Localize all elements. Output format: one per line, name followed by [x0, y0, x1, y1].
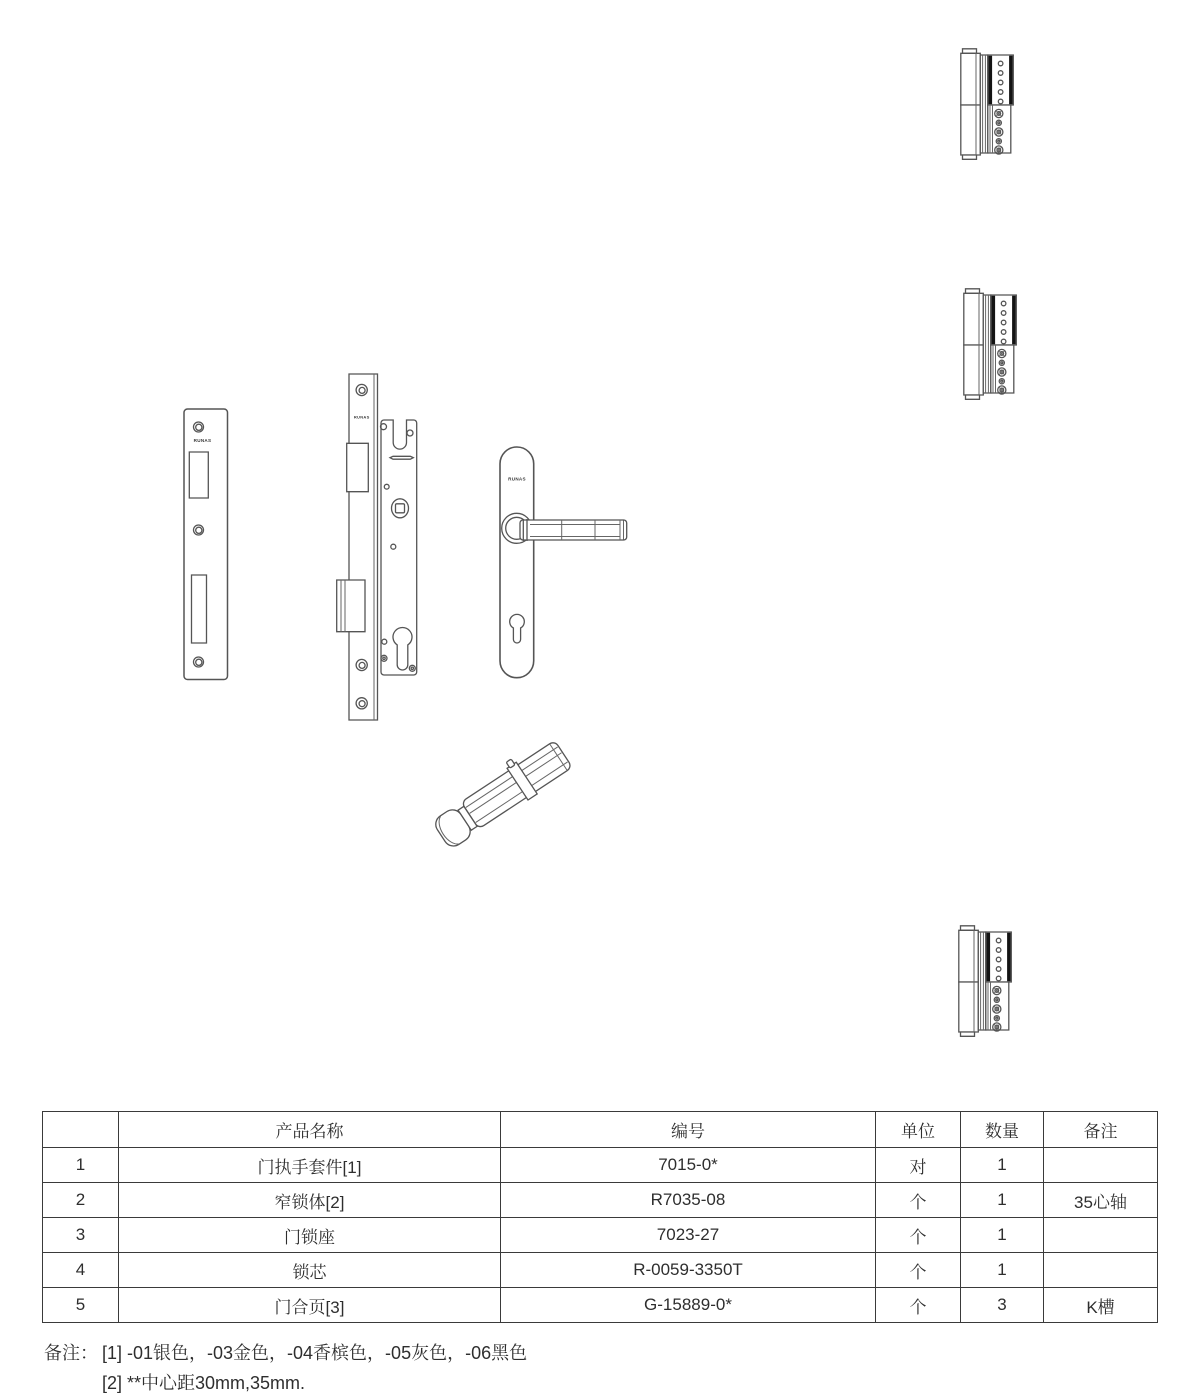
footnote-label: 备注：: [44, 1343, 98, 1363]
table-cell: 1: [43, 1148, 119, 1183]
table-row: [43, 1148, 1158, 1183]
header-index: [43, 1112, 119, 1148]
table-cell: [1044, 1148, 1158, 1183]
table-cell: 个: [876, 1288, 961, 1323]
table-cell: 1: [961, 1148, 1044, 1183]
header-product-name: 产品名称: [119, 1112, 501, 1148]
table-cell: 个: [876, 1218, 961, 1253]
table-row: [43, 1183, 1158, 1218]
table-header-row: [43, 1112, 1158, 1148]
table-row: [43, 1288, 1158, 1323]
parts-table: [42, 1111, 1158, 1323]
footnote-text: [1] -01银色，-03金色，-04香槟色，-05灰色，-06黑色: [102, 1343, 528, 1363]
footnote-line-1: [44, 1338, 527, 1368]
table-cell: 3: [43, 1218, 119, 1253]
brand-logo-lockbody: RUNAS: [353, 414, 370, 420]
table-cell: [1044, 1253, 1158, 1288]
hinge-drawing-top: [960, 48, 1014, 160]
table-row: [43, 1253, 1158, 1288]
table-cell: R7035-08: [501, 1183, 876, 1218]
header-unit: 单位: [876, 1112, 961, 1148]
table-cell: 锁芯: [119, 1253, 501, 1288]
footnote-line-2: [102, 1368, 527, 1398]
table-cell: 5: [43, 1288, 119, 1323]
table-cell: 门锁座: [119, 1218, 501, 1253]
latch-bolt: [347, 443, 369, 491]
handle-set-drawing: [498, 446, 632, 682]
table-cell: 个: [876, 1253, 961, 1288]
table-cell: G-15889-0*: [501, 1288, 876, 1323]
strike-plate-drawing: [183, 408, 229, 681]
footnotes: [44, 1338, 527, 1398]
table-cell: 7023-27: [501, 1218, 876, 1253]
header-part-number: 编号: [501, 1112, 876, 1148]
lock-cylinder-drawing: [448, 738, 590, 852]
brand-logo-strike: RUNAS: [193, 438, 212, 443]
table-cell: 1: [961, 1218, 1044, 1253]
table-cell: K槽: [1044, 1288, 1158, 1323]
brand-logo-handle: RUNAS: [508, 476, 526, 482]
table-cell: 3: [961, 1288, 1044, 1323]
table-cell: 35心轴: [1044, 1183, 1158, 1218]
table-cell: R-0059-3350T: [501, 1253, 876, 1288]
table-cell: 1: [961, 1253, 1044, 1288]
table-cell: 窄锁体[2]: [119, 1183, 501, 1218]
table-cell: 2: [43, 1183, 119, 1218]
table-cell: 对: [876, 1148, 961, 1183]
footnote-text: [2] **中心距30mm,35mm.: [102, 1373, 306, 1393]
table-cell: 4: [43, 1253, 119, 1288]
table-cell: [1044, 1218, 1158, 1253]
table-cell: 个: [876, 1183, 961, 1218]
table-cell: 门执手套件[1]: [119, 1148, 501, 1183]
header-quantity: 数量: [961, 1112, 1044, 1148]
table-cell: 1: [961, 1183, 1044, 1218]
cylinder-body: [461, 741, 572, 829]
header-remark: 备注: [1044, 1112, 1158, 1148]
hinge-drawing-bottom: [958, 925, 1012, 1037]
table-cell: 7015-0*: [501, 1148, 876, 1183]
table-cell: 门合页[3]: [119, 1288, 501, 1323]
lock-body-drawing: [335, 372, 430, 722]
table-row: [43, 1218, 1158, 1253]
hinge-drawing-middle: [963, 288, 1017, 400]
